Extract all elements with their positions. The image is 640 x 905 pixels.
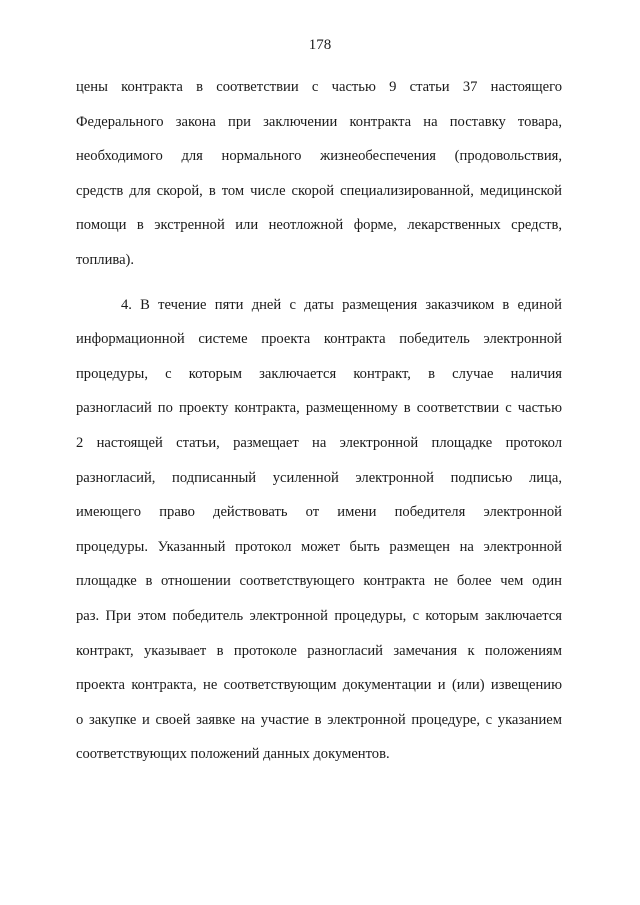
text-line: проекта контракта, не соответствующим документации и (или) извещению (76, 677, 562, 694)
text-line: помощи в экстренной или неотложной форме, лекарственных средств, (76, 217, 562, 234)
text-line: раз. При этом победитель электронной процедуры, с которым заключается (76, 607, 562, 624)
paragraph (76, 70, 562, 278)
paragraph-gap (76, 278, 562, 288)
text-line: 2 настоящей статьи, размещает на электронной площадке протокол (76, 434, 562, 451)
text-line: Федерального закона при заключении контракта на поставку товара, (76, 113, 562, 130)
text-line: 4. В течение пяти дней с даты размещения заказчиком в единой (121, 296, 562, 313)
text-line: цены контракта в соответствии с частью 9 статьи 37 настоящего (76, 79, 562, 95)
text-line: необходимого для нормального жизнеобеспечения (продовольствия, (76, 148, 562, 165)
text-line: процедуры, с которым заключается контракт, в случае наличия (76, 365, 562, 382)
text-line: имеющего право действовать от имени победителя электронной (76, 504, 562, 521)
page-number: 178 (308, 37, 332, 53)
text-line: разногласий, подписанный усиленной электронной подписью лица, (76, 469, 562, 486)
text-line: о закупке и своей заявке на участие в электронной процедуре, с указанием (76, 711, 562, 728)
paragraph (76, 288, 562, 772)
text-line: процедуры. Указанный протокол может быть размещен на электронной (76, 538, 562, 555)
text-line: площадке в отношении соответствующего контракта не более чем один (76, 573, 562, 590)
body-text (76, 70, 562, 772)
text-line: контракт, указывает в протоколе разногласий замечания к положениям (76, 642, 562, 659)
text-line: соответствующих положений данных документов. (76, 746, 390, 763)
text-line: средств для скорой, в том числе скорой специализированной, медицинской (76, 182, 562, 199)
text-line: информационной системе проекта контракта победитель электронной (76, 331, 562, 348)
text-line: топлива). (76, 251, 135, 268)
text-line: разногласий по проекту контракта, размещенному в соответствии с частью (76, 400, 562, 417)
